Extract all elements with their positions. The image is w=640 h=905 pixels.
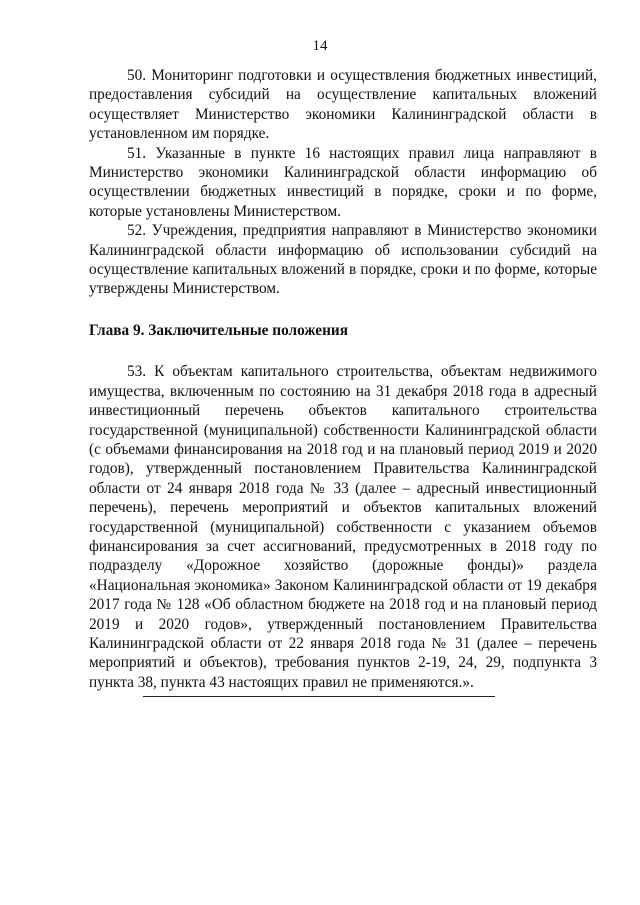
page-number: 14	[312, 38, 328, 54]
paragraph-50: 50. Мониторинг подготовки и осуществления бюджетных инвестиций, предоставления субсидий на осуществление капитальных вложений осуществляет Министерство экономики Калининградской области в установленном им порядке.	[89, 67, 597, 143]
paragraph-52: 52. Учреждения, предприятия направляют в Министерство экономики Калининградской области информацию об использовании субсидий на осуществление капитальных вложений в порядке, сроки и по форме, которые утверждены Министерством.	[89, 222, 597, 298]
paragraph-51: 51. Указанные в пункте 16 настоящих правил лица направляют в Министерство экономики Калининградской области информацию об осуществлении бюджетных инвестиций в порядке, сроки и по форме, которые установлены Министерством.	[89, 144, 597, 220]
chapter-heading: Глава 9. Заключительные положения	[89, 321, 348, 339]
document-body	[89, 66, 597, 692]
paragraph-53: 53. К объектам капитального строительства, объектам недвижимого имущества, включенным по состоянию на 31 декабря 2018 года в адресный инвестиционный перечень объектов капитального строительства государственной (муниципальной) собственности Калининградской области (с объемами финансирования на 2018 год и на плановый период 2019 и 2020 годов), утвержденный постановлением Правительства Калининградской области от 24 января 2018 года № 33 (далее – адресный инвестиционный перечень), перечень мероприятий и объектов капитальных вложений государственной (муниципальной) собственности с указанием объемов финансирования за счет ассигнований, предусмотренных в 2018 году по подразделу «Дорожное хозяйство (дорожные фонды)» раздела «Национальная экономика» Законом Калининградской области от 19 декабря 2017 года № 128 «Об областном бюджете на 2018 год и на плановый период 2019 и 2020 годов», утвержденный постановлением Правительства Калининградской области от 22 января 2018 года № 31 (далее – перечень мероприятий и объектов), требования пунктов 2-19, 24, 29, подпункта 3 пункта 38, пункта 43 настоящих правил не применяются.».	[89, 363, 597, 691]
end-of-document-rule	[143, 696, 495, 697]
